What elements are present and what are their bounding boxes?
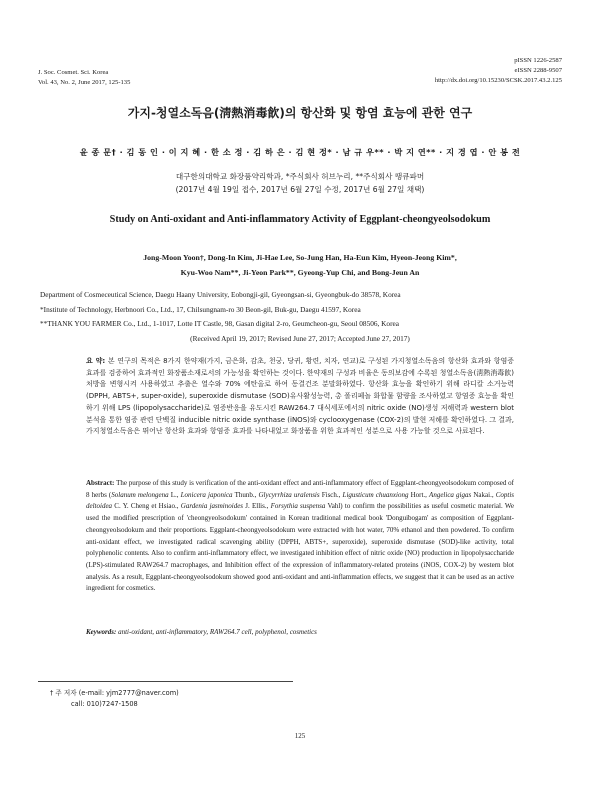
abstract-text: Vahl) to confirm the possibilities as useful cosmetic material. We used the modified prescription of 'cheongyeolsodokum' contained in Korean traditional medical book 'Donguibogam' as composition of Eggplant-cheongyeolsodokum and their proportions. Eggplant-cheongyeolsodokum were extracted with hot water, 70% ethanol and then powdered. To confirm anti-oxidant effect, we investigated radical scavenging ability (DPPH, ABTS+, superoxide), superoxide dismutase (SOD)-like activity, total polyphenolic contents. Also to confirm anti-inflammatory effect, we investigated inhibition effect of nitric oxide (NO) production in lipopolysaccharide (LPS)-stimulated RAW264.7 macrophages, and Inhibition effect of the expression of inflammatory-related proteins (iNOS, COX-2) by western blot analysis. As a result, Eggplant-cheongyeolsodokum showed good anti-oxidant and anti-inflammation effects, we suggest that it can be used as an active ingredient for cosmetics.	[86, 502, 514, 593]
abstract-korean-text: 본 연구의 목적은 8가지 한약재(가지, 금은화, 감초, 천궁, 당귀, 황련, 치자, 연교)로 구성된 가지청열소독음의 항산화 효과와 항염증 효과를 검증하여 효과적인 화장품소재로서의 가능성을 확인하는 것이다. 한약재의 구성과 비율은 동의보감에 수록된 청열소독음(淸熱消毒飮) 처방을 변형시켜 사용하였고 추출은 열수와 70% 에탄올로 하여 동결건조 분말화하였다. 항산화 효능을 확인하기 위해 라디칼 소거능력(DPPH, ABTS+, super-oxide), superoxide dismutase (SOD)유사활성능력, 총 폴리페놀 화합물 함량을 조사하였고 항염증 효능을 확인하기 위해 LPS (lipopolysaccharide)로 염증반응을 유도시킨 RAW264.7 대식세포에서의 nitric oxide (NO)생성 저해력과 western blot 분석을 통한 염증 관련 단백질 inducible nitric oxide synthase (iNOS)와 cyclooxygenase (COX-2)의 발현 저해를 확인하였다. 그 결과, 가지청열소독음은 뛰어난 항산화 효과와 항염증 효과를 나타내었고 화장품을 위한 효과적인 성분으로 사용 가능할 것으로 사료된다.	[86, 357, 515, 436]
affiliation-en-2: *Institute of Technology, Herbnoori Co., Ltd., 17, Chilsungnam-ro 30 Beon-gil, Buk-gu, Daegu 41597, Korea	[40, 304, 361, 314]
footnote-divider	[38, 681, 293, 682]
authors-english-line1: Jong-Moon Yoon†, Dong-In Kim, Ji-Hae Lee, So-Jung Han, Ha-Eun Kim, Hyeon-Jeong Kim*,	[143, 253, 457, 262]
footnote-email: † 주 저자 (e-mail: yjm2777@naver.com)	[50, 689, 179, 697]
species-name: Lonicera japonica	[180, 490, 233, 499]
authors-english	[70, 250, 530, 280]
journal-name: J. Soc. Cosmet. Sci. Korea	[38, 69, 109, 76]
abstract-text: L.,	[168, 490, 181, 499]
title-korean: 가지-청열소독음(淸熱消毒飮)의 항산화 및 항염 효능에 관한 연구	[127, 106, 473, 120]
dates-korean: (2017년 4월 19일 접수, 2017년 6월 27일 수정, 2017년 6월 27일 채택)	[175, 185, 425, 194]
abstract-text: Nakai.,	[471, 490, 496, 499]
abstract-english-label: Abstract:	[86, 479, 115, 487]
abstract-korean-label: 요 약:	[86, 357, 106, 365]
species-name: Forsythia suspensa	[270, 502, 326, 511]
keywords-label: Keywords:	[86, 628, 117, 636]
species-name: Coptis deltoidea	[86, 490, 515, 511]
abstract-text: The purpose of this study is verification of the anti-oxidant effect and anti-inflammatory effect of Eggplant-cheongyeolsodokum composed of 8 herbs (	[86, 479, 514, 499]
journal-header-left	[38, 68, 130, 88]
authors-korean: 윤 종 문† · 김 동 인 · 이 지 혜 · 한 소 정 · 김 하 은 · 김 현 정* · 남 규 우** · 박 지 연** · 지 경 엽 · 안 봉 전	[79, 147, 521, 157]
species-name: Ligusticum chuanxiong	[342, 490, 409, 499]
species-name: Angelica gigas	[429, 490, 472, 499]
abstract-english	[86, 478, 514, 595]
species-name: Glycyrrhiza uralensis	[258, 490, 320, 499]
pissn: pISSN 1226-2587	[514, 57, 562, 64]
abstract-text: J. Ellis.,	[243, 502, 271, 511]
species-name: Solanum melongena	[111, 490, 169, 499]
affiliation-korean	[0, 170, 600, 196]
eissn: eISSN 2288-9507	[514, 67, 562, 74]
keywords	[86, 628, 514, 636]
affiliation-korean-text: 대구한의대학교 화장품약리학과, *주식회사 허브누리, **주식회사 땡큐파머	[175, 172, 425, 181]
journal-issue: Vol. 43, No. 2, June 2017, 125-135	[38, 79, 131, 86]
abstract-text: C. Y. Cheng et Hsiao.,	[112, 502, 181, 511]
doi-link[interactable]: http://dx.doi.org/10.15230/SCSK.2017.43.2.125	[434, 77, 562, 84]
affiliation-en-3: **THANK YOU FARMER Co., Ltd., 1-1017, Lotte IT Castle, 98, Gasan digital 2-ro, Geumcheon-gu, Seoul 08506, Korea	[40, 319, 399, 328]
abstract-text: Hort.,	[408, 490, 430, 499]
abstract-korean	[86, 356, 514, 438]
dates-english: (Received April 19, 2017; Revised June 27, 2017; Accepted June 27, 2017)	[190, 333, 410, 343]
title-english: Study on Anti-oxidant and Anti-inflammatory Activity of Eggplant-cheongyeolsodokum	[109, 214, 491, 225]
abstract-text: Thunb.,	[232, 490, 259, 499]
species-name: Gardenia jasminoides	[180, 502, 244, 511]
page-number: 125	[294, 732, 306, 740]
authors-english-line2: Kyu-Woo Nam**, Ji-Yeon Park**, Gyeong-Yup Chi, and Bong-Jeun An	[180, 268, 420, 277]
footnote-call: call: 010)7247-1508	[71, 700, 138, 708]
footnote	[50, 688, 179, 710]
keywords-text: anti-oxidant, anti-inflammatory, RAW264.7 cell, polyphenol, cosmetics	[118, 628, 317, 636]
journal-header-right	[435, 56, 562, 86]
abstract-text: Fisch.,	[319, 490, 343, 499]
affiliation-en-1: Department of Cosmeceutical Science, Daegu Haany University, Eobongji-gil, Gyeongsan-si, Gyeongbuk-do 38578, Korea	[40, 290, 401, 299]
affiliation-english	[40, 288, 560, 346]
